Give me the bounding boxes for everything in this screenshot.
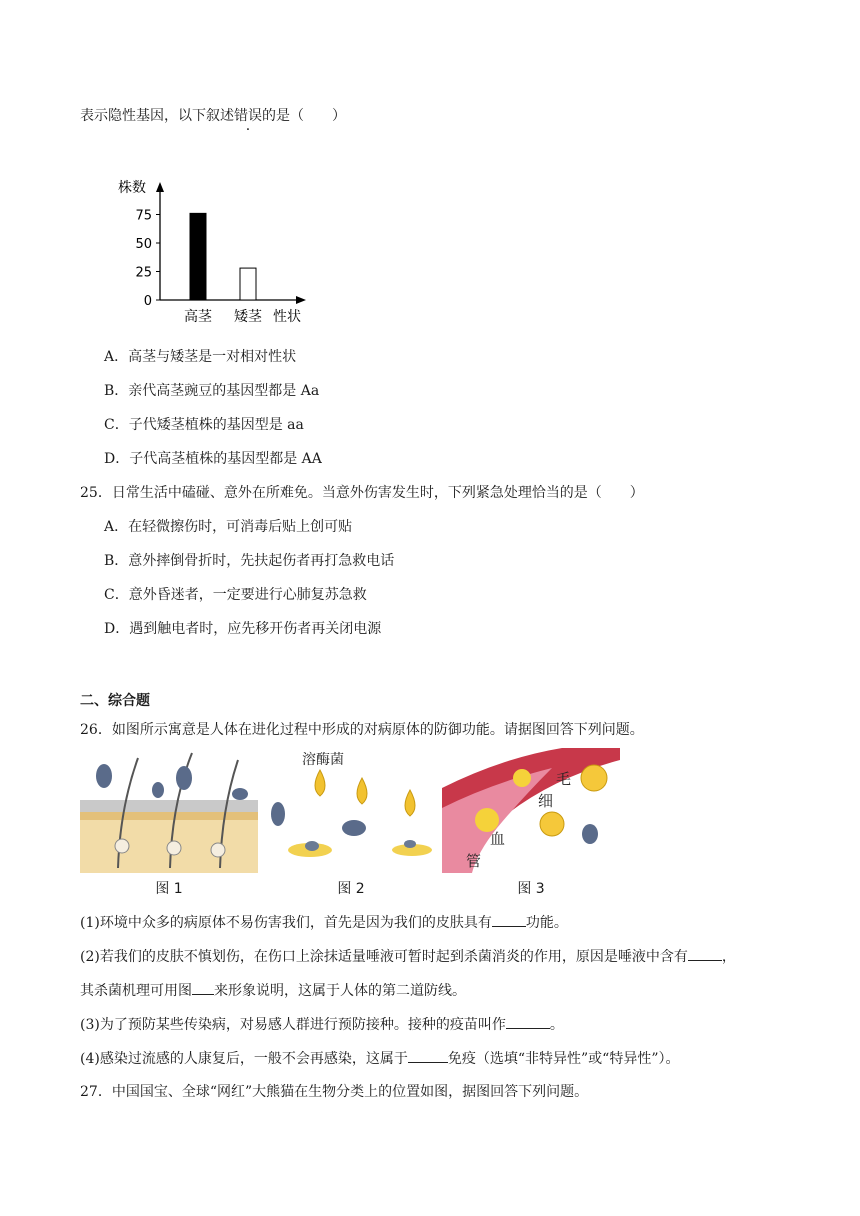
q26-stem: 26．如图所示寓意是人体在进化过程中形成的对病原体的防御功能。请据图回答下列问题。 (80, 722, 644, 738)
figure-3-label-1: 毛 (556, 770, 572, 788)
q26-sub2-comma: ， (721, 949, 736, 965)
y-tick-label: 50 (135, 237, 152, 252)
y-tick-label: 0 (143, 294, 152, 309)
y-tick-label: 75 (135, 208, 152, 224)
answer-blank[interactable] (408, 1048, 448, 1063)
q26-sub1 (80, 912, 568, 933)
figure-2-caption: 图 2 (337, 881, 365, 897)
figure-3-label-2: 细 (538, 792, 554, 810)
bar-short-stem (240, 268, 256, 300)
q26-figures (80, 748, 620, 898)
q25-option-c: C．意外昏迷者，一定要进行心肺复苏急救 (104, 587, 367, 603)
q25-stem: 25．日常生活中磕碰、意外在所难免。当意外伤害发生时，下列紧急处理恰当的是（ ） (80, 485, 644, 501)
x-tick-label: 矮茎 (234, 309, 262, 325)
figure-1-caption: 图 1 (155, 881, 183, 897)
q26-sub4 (80, 1048, 679, 1069)
q26-sub3-tail: 。 (549, 1017, 564, 1033)
q26-sub2-text-2: 其杀菌机理可用图 (80, 983, 192, 999)
q26-sub2 (80, 946, 736, 967)
q26-sub1-text: (1)环境中众多的病原体不易伤害我们，首先是因为我们的皮肤具有 (80, 915, 492, 931)
chart-ylabel: 株数 (118, 180, 146, 196)
q24-emph-text: 错误 (234, 108, 262, 124)
x-axis-arrow (296, 296, 306, 304)
section-title: 二、综合题 (80, 693, 150, 709)
figure-3-label-3: 血 (490, 830, 506, 848)
q26-sub4-tail: 免疫（选填“非特异性”或“特异性”）。 (447, 1051, 680, 1067)
bar-chart (108, 170, 318, 330)
q24-stem-text: 表示隐性基因，以下叙述 (80, 108, 234, 124)
q24-stem (80, 106, 346, 126)
y-tick-label: 25 (135, 265, 152, 281)
x-tick-label: 高茎 (184, 309, 212, 325)
q26-sub2-tail: 来形象说明，这属于人体的第二道防线。 (214, 983, 466, 999)
emphasis-mark (234, 106, 262, 126)
bar-tall-stem (190, 213, 206, 300)
answer-blank[interactable] (688, 946, 722, 961)
figure-3-caption: 图 3 (517, 881, 545, 897)
answer-blank[interactable] (192, 980, 214, 995)
q26-sub1-tail: 功能。 (525, 915, 568, 931)
figure-3-label-4: 管 (466, 852, 482, 870)
y-axis-arrow (156, 182, 164, 192)
q24-option-a: A．高茎与矮茎是一对相对性状 (104, 349, 297, 365)
answer-blank[interactable] (492, 912, 526, 927)
figure-1-skin-image (80, 748, 258, 873)
q25-option-b: B．意外摔倒骨折时，先扶起伤者再打急救电话 (104, 553, 395, 569)
q26-sub2-text: (2)若我们的皮肤不慎划伤，在伤口上涂抹适量唾液可暂时起到杀菌消炎的作用，原因是唾液中含有 (80, 949, 688, 965)
q24-option-d: D．子代高茎植株的基因型都是 AA (104, 451, 322, 467)
q26-sub3 (80, 1014, 564, 1035)
q24-option-c: C．子代矮茎植株的基因型是 aa (104, 417, 304, 433)
q26-sub3-text: (3)为了预防某些传染病，对易感人群进行预防接种。接种的疫苗叫作 (80, 1017, 506, 1033)
q27-stem: 27．中国国宝、全球“网红”大熊猫在生物分类上的位置如图，据图回答下列问题。 (80, 1084, 589, 1100)
q25-option-d: D．遇到触电者时，应先移开伤者再关闭电源 (104, 621, 382, 637)
q24-stem-tail: 的是（ ） (262, 108, 346, 124)
answer-blank[interactable] (506, 1014, 550, 1029)
figure-3-capillary-image (442, 748, 620, 873)
q25-option-a: A．在轻微擦伤时，可消毒后贴上创可贴 (104, 519, 353, 535)
figure-2-label: 溶酶菌 (302, 752, 344, 768)
q26-sub2-cont (80, 980, 466, 1001)
q24-option-b: B．亲代高茎豌豆的基因型都是 Aa (104, 383, 320, 399)
q26-sub4-text: (4)感染过流感的人康复后，一般不会再感染，这属于 (80, 1051, 408, 1067)
chart-xlabel: 性状 (273, 309, 301, 325)
figure-2-lysozyme-image (262, 748, 440, 873)
